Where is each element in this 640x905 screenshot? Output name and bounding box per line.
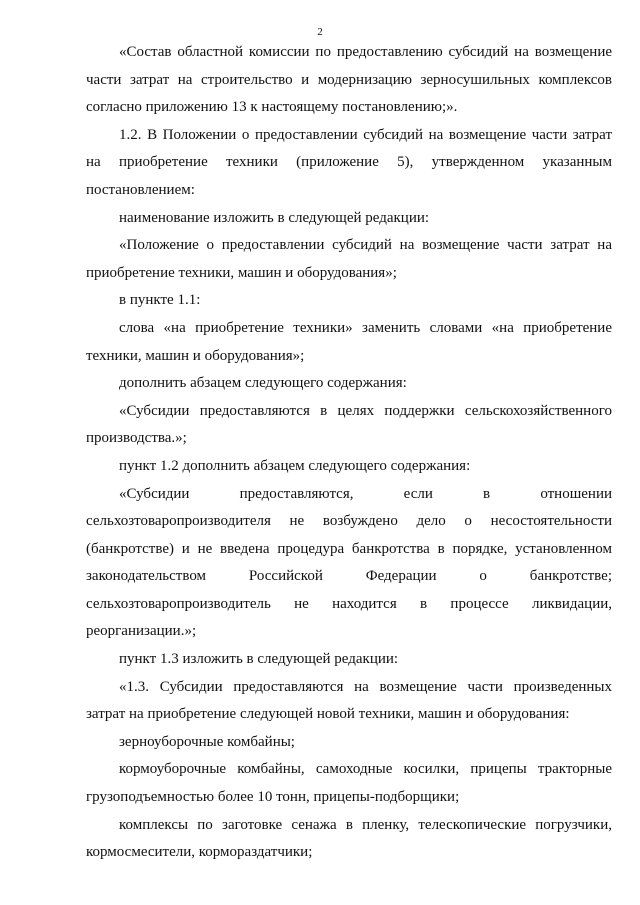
paragraph-list-item-haylage-complexes: комплексы по заготовке сенажа в пленку, телескопические погрузчики, кормосмесители, кормораздатчики;	[86, 816, 612, 861]
paragraph-clause-1-3-new-wording: пункт 1.3 изложить в следующей редакции:	[119, 651, 399, 668]
paragraph-add-sentence: дополнить абзацем следующего содержания:	[119, 375, 407, 392]
page-number: 2	[317, 26, 323, 38]
paragraph-commission-composition: «Состав областной комиссии по предоставлению субсидий на возмещение части затрат на строительство и модернизацию зерносушильных комплексов согласно приложению 13 к настоящему постановлению;».	[86, 44, 612, 116]
paragraph-new-title: «Положение о предоставлении субсидий на возмещение части затрат на приобретение техники, машин и оборудования»;	[86, 237, 612, 281]
paragraph-bankruptcy-condition: «Субсидии предоставляются, если в отношении сельхозтоваропроизводителя не возбуждено дело о несостоятельности (банкротстве) и не введена процедура банкротства в порядке, установленном законодательством Российской Федерации о банкротстве; сельхозтоваропроизводитель не находится в процессе ликвидации, реорганизации.»;	[86, 485, 612, 640]
paragraph-clause-1-3-text: «1.3. Субсидии предоставляются на возмещение части произведенных затрат на приобретение следующей новой техники, машин и оборудования:	[86, 678, 612, 723]
paragraph-list-item-grain-harvesters: зерноуборочные комбайны;	[119, 733, 295, 750]
paragraph-clause-1-2-addition: пункт 1.2 дополнить абзацем следующего содержания:	[119, 457, 471, 474]
paragraph-rename-instruction: наименование изложить в следующей редакции:	[119, 209, 430, 226]
paragraph-section-1-2: 1.2. В Положении о предоставлении субсидий на возмещение части затрат на приобретение техники (приложение 5), утвержденном указанным постановлением:	[86, 126, 612, 198]
paragraph-list-item-forage-harvesters: кормоуборочные комбайны, самоходные косилки, прицепы тракторные грузоподъемностью более 10 тонн, прицепы-подборщики;	[86, 761, 612, 806]
paragraph-replace-words: слова «на приобретение техники» заменить словами «на приобретение техники, машин и оборудования»;	[86, 319, 612, 364]
paragraph-subsidy-purpose: «Субсидии предоставляются в целях поддержки сельскохозяйственного производства.»;	[86, 402, 612, 447]
paragraph-in-clause-1-1: в пункте 1.1:	[119, 292, 201, 309]
document-body	[86, 39, 612, 867]
